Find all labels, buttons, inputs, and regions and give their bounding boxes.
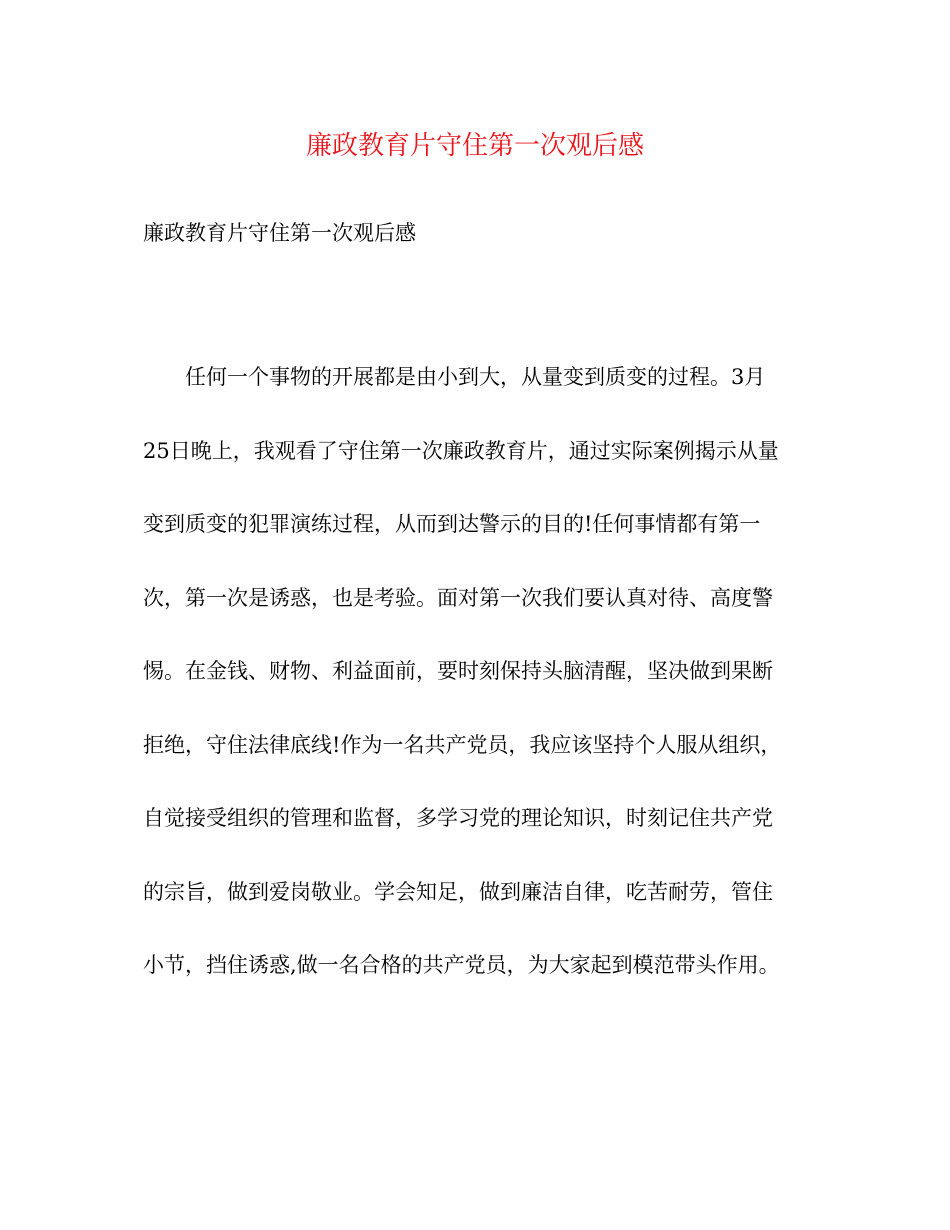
paragraph-line: 惕。在金钱、财物、利益面前，要时刻保持头脑清醒，坚决做到果断 [143, 659, 773, 683]
paragraph-line: 次，第一次是诱惑，也是考验。面对第一次我们要认真对待、高度警 [143, 585, 773, 610]
document-subtitle: 廉政教育片守住第一次观后感 [143, 221, 416, 245]
paragraph-line: 小节，挡住诱惑,做一名合格的共产党员，为大家起到模范带头作用。 [143, 953, 780, 977]
document-title: 廉政教育片守住第一次观后感 [305, 131, 644, 161]
paragraph-line: 的宗旨，做到爱岗敬业。学会知足，做到廉洁自律，吃苦耐劳，管住 [143, 879, 773, 904]
body-paragraph [143, 357, 823, 1019]
paragraph-line: 25日晚上，我观看了守住第一次廉政教育片，通过实际案例揭示从量 [143, 438, 779, 463]
paragraph-line: 变到质变的犯罪演练过程，从而到达警示的目的!任何事情都有第一 [143, 512, 761, 536]
paragraph-line: 自觉接受组织的管理和监督，多学习党的理论知识，时刻记住共产党 [143, 806, 773, 830]
paragraph-line: 任何一个事物的开展都是由小到大，从量变到质变的过程。3月 [185, 365, 766, 389]
paragraph-line: 拒绝，守住法律底线!作为一名共产党员，我应该坚持个人服从组织， [143, 732, 782, 757]
